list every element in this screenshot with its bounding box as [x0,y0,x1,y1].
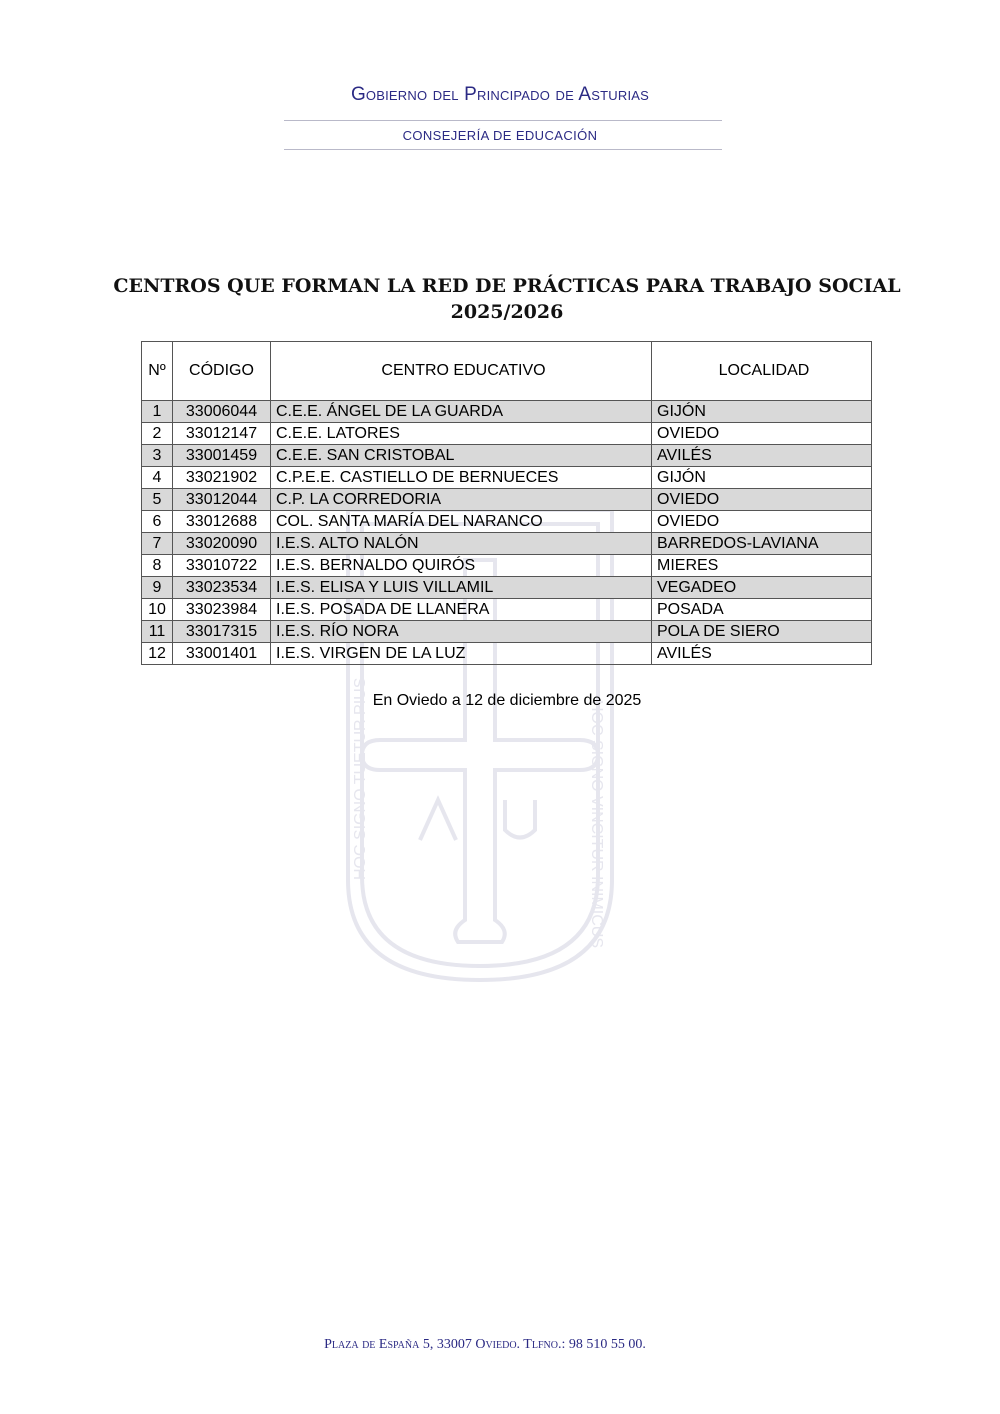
row-code: 33001459 [173,445,271,467]
row-num: 2 [142,423,173,445]
table-header-row [142,342,872,401]
table-row [142,467,872,489]
row-locality: POLA DE SIERO [652,621,872,643]
row-locality: AVILÉS [652,445,872,467]
row-num: 7 [142,533,173,555]
header-department: CONSEJERÍA DE EDUCACIÓN [402,128,598,143]
row-center: I.E.S. ALTO NALÓN [271,533,652,555]
row-code: 33020090 [173,533,271,555]
row-num: 8 [142,555,173,577]
row-locality: AVILÉS [652,643,872,665]
table-row [142,445,872,467]
row-code: 33023984 [173,599,271,621]
row-locality: BARREDOS-LAVIANA [652,533,872,555]
header-rule-top [284,120,722,121]
table-row [142,555,872,577]
row-code: 33010722 [173,555,271,577]
row-num: 12 [142,643,173,665]
row-center: C.E.E. SAN CRISTOBAL [271,445,652,467]
table-row [142,401,872,423]
row-locality: OVIEDO [652,423,872,445]
row-num: 9 [142,577,173,599]
row-num: 10 [142,599,173,621]
row-locality: OVIEDO [652,511,872,533]
row-locality: VEGADEO [652,577,872,599]
header-code: CÓDIGO [173,342,271,401]
row-code: 33017315 [173,621,271,643]
table-row [142,621,872,643]
row-locality: GIJÓN [652,401,872,423]
row-center: C.P.E.E. CASTIELLO DE BERNUECES [271,467,652,489]
row-center: C.E.E. ÁNGEL DE LA GUARDA [271,401,652,423]
row-locality: POSADA [652,599,872,621]
table-row [142,489,872,511]
table-row [142,599,872,621]
table-row [142,643,872,665]
row-num: 5 [142,489,173,511]
row-locality: MIERES [652,555,872,577]
document-title-line1: CENTROS QUE FORMAN LA RED DE PRÁCTICAS PARA TRABAJO SOCIAL [113,275,901,297]
row-center: C.E.E. LATORES [271,423,652,445]
row-num: 3 [142,445,173,467]
table-row [142,423,872,445]
row-code: 33012688 [173,511,271,533]
row-center: I.E.S. BERNALDO QUIRÓS [271,555,652,577]
row-center: I.E.S. VIRGEN DE LA LUZ [271,643,652,665]
table-row [142,511,872,533]
row-center: I.E.S. RÍO NORA [271,621,652,643]
table-row [142,533,872,555]
watermark-left-motto: HOC SIGNO TUETUR PIUS [352,677,369,880]
row-num: 11 [142,621,173,643]
row-code: 33023534 [173,577,271,599]
row-center: I.E.S. POSADA DE LLANERA [271,599,652,621]
row-locality: OVIEDO [652,489,872,511]
row-code: 33012147 [173,423,271,445]
row-code: 33021902 [173,467,271,489]
row-center: I.E.S. ELISA Y LUIS VILLAMIL [271,577,652,599]
watermark-right-motto: HOC SIGNO VINCITUR INIMICUS [588,700,605,949]
header-num: Nº [142,342,173,401]
row-code: 33012044 [173,489,271,511]
row-center: C.P. LA CORREDORIA [271,489,652,511]
header-center: CENTRO EDUCATIVO [271,342,652,401]
row-num: 6 [142,511,173,533]
row-center: COL. SANTA MARÍA DEL NARANCO [271,511,652,533]
row-code: 33001401 [173,643,271,665]
document-title-line2: 2025/2026 [450,301,564,323]
centers-table [141,341,872,665]
row-num: 4 [142,467,173,489]
table-row [142,577,872,599]
row-locality: GIJÓN [652,467,872,489]
header-government: Gobierno del Principado de Asturias [350,84,650,105]
footer-address: Plaza de España 5, 33007 Oviedo. Tlfno.: 98 510 55 00. [324,1337,646,1352]
row-num: 1 [142,401,173,423]
header-locality: LOCALIDAD [652,342,872,401]
row-code: 33006044 [173,401,271,423]
header-rule-bottom [284,149,722,150]
date-line: En Oviedo a 12 de diciembre de 2025 [372,692,642,709]
